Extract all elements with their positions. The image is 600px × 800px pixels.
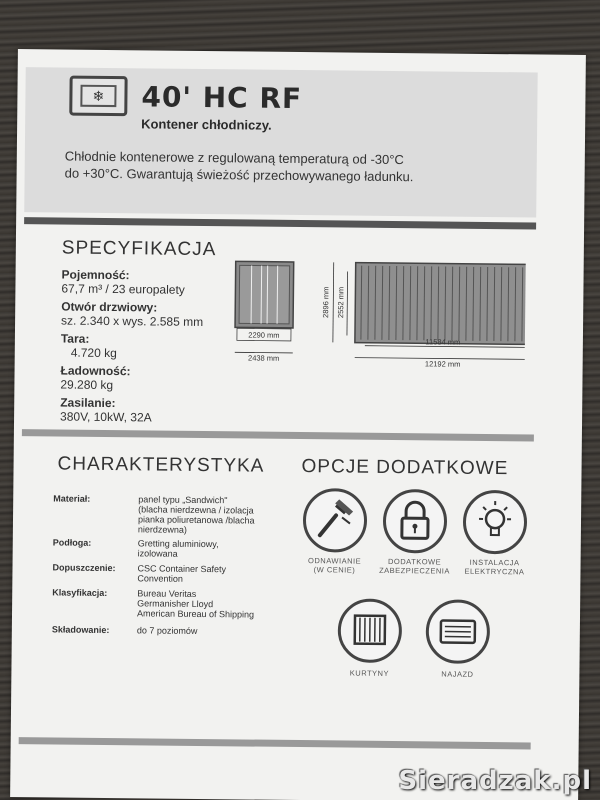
document-page [10, 49, 586, 800]
product-logo [69, 76, 127, 117]
option-label: INSTALACJA ELEKTRYCZNA [464, 557, 525, 577]
light-bulb-icon [463, 490, 528, 555]
option-label: ODNAWIANIE (W CENIE) [308, 556, 362, 575]
ramp-icon [426, 599, 491, 664]
watermark: Sieradzak.pl [398, 766, 592, 796]
divider-bottom [19, 737, 531, 749]
char-value: panel typu „Sandwich" (blacha nierdzewna / izolacja pianka poliuretanowa /blacha nierdzewna) [137, 494, 255, 535]
product-title: 40' HC RF [141, 80, 303, 116]
char-label: Składowanie: [51, 624, 110, 636]
char-label: Dopuszczenie: [52, 562, 116, 574]
product-description: Chłodnie kontenerowe z regulowaną temperaturą od -30°C do +30°C. Gwarantują świeżość przechowywanego ładunku. [64, 148, 414, 185]
char-label: Podłoga: [52, 537, 92, 548]
spec-label: Otwór drzwiowy: [61, 299, 158, 315]
spec-value: 29.280 kg [60, 377, 114, 393]
spec-label: Tara: [60, 331, 90, 346]
paint-brush-icon [303, 488, 368, 553]
dim-outer-length: 12192 mm [424, 359, 461, 369]
char-value: Gretting aluminiowy, izolowana [137, 538, 219, 559]
dim-inner-width: 2290 mm [248, 330, 280, 340]
spec-value: sz. 2.340 x wys. 2.585 mm [61, 313, 204, 330]
divider-middle [22, 429, 534, 441]
option-label: NAJAZD [441, 669, 474, 679]
divider-top [24, 217, 536, 229]
spec-value: 67,7 m³ / 23 europalety [61, 281, 185, 297]
spec-label: Ładowność: [60, 363, 131, 379]
spec-value: 380V, 10kW, 32A [60, 409, 152, 425]
dim-outer-width: 2438 mm [248, 353, 280, 363]
option-label: DODATKOWE ZABEZPIECZENIA [379, 556, 450, 576]
spec-title: SPECYFIKACJA [61, 237, 217, 261]
characteristics-title: CHARAKTERYSTYKA [57, 453, 265, 477]
padlock-icon [383, 489, 448, 554]
dim-inner-height: 2552 mm [336, 286, 346, 319]
spec-value: 4.720 kg [70, 345, 117, 361]
char-value: Bureau Veritas Germanisher Lloyd American Bureau of Shipping [136, 588, 255, 620]
option-label: KURTYNY [349, 668, 390, 678]
product-subtitle: Kontener chłodniczy. [141, 116, 272, 133]
snowflake-icon: ❄ [80, 85, 116, 107]
char-label: Materiał: [53, 493, 91, 504]
char-label: Klasyfikacja: [52, 587, 108, 599]
spec-label: Zasilanie: [60, 395, 116, 411]
dim-outer-height: 2896 mm [321, 286, 331, 318]
dim-inner-length: 11584 mm [425, 337, 461, 347]
char-value: CSC Container Safety Convention [137, 563, 227, 584]
container-diagram [225, 256, 526, 369]
curtain-icon [338, 598, 403, 663]
spec-label: Pojemność: [61, 267, 130, 283]
char-value: do 7 poziomów [136, 625, 198, 636]
options-title: OPCJE DODATKOWE [301, 456, 509, 480]
